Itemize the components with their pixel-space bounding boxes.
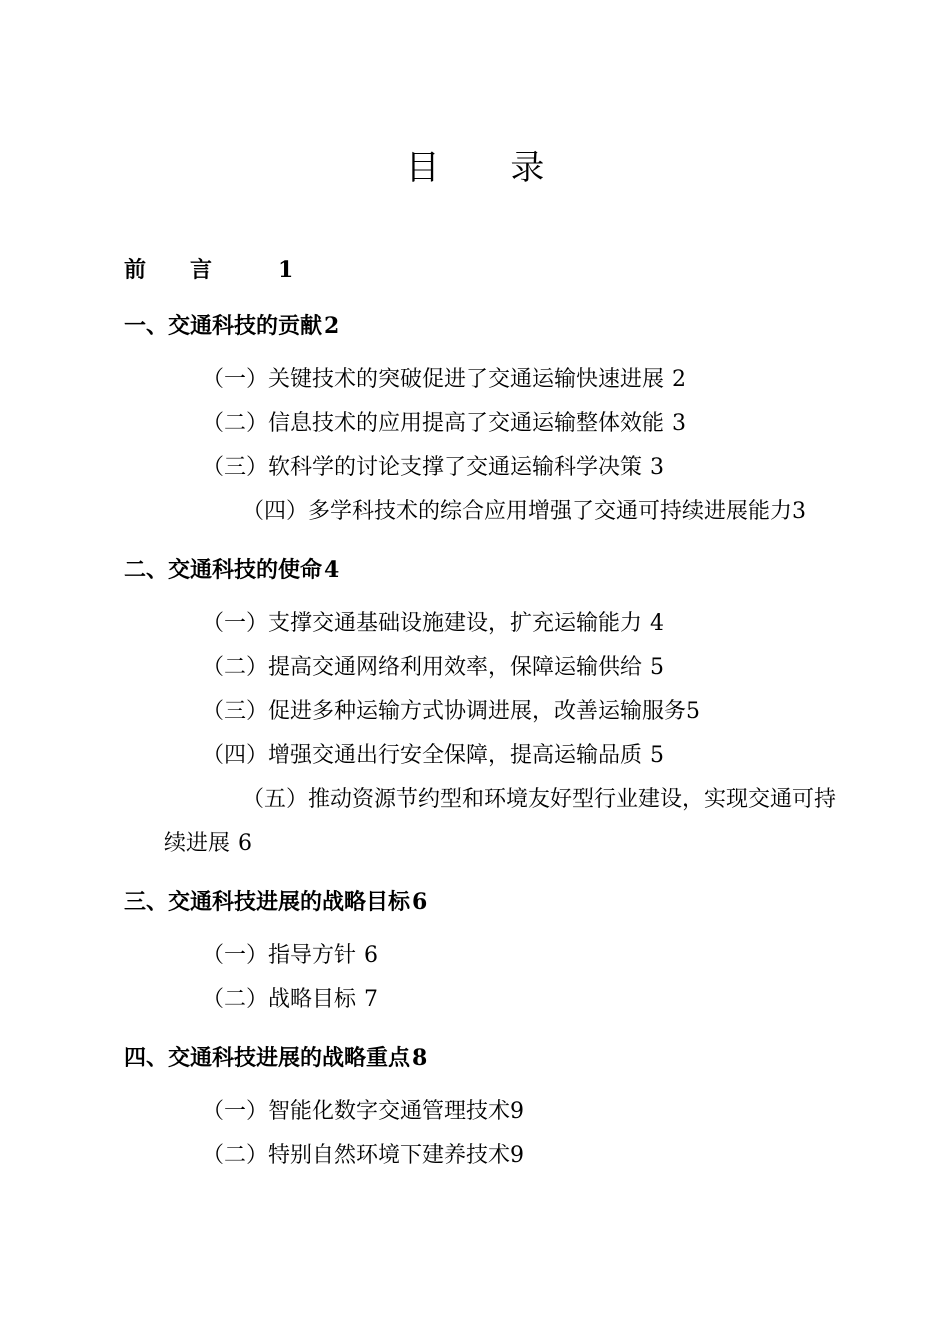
toc-entry-preface[interactable]	[124, 250, 836, 290]
toc-subentry[interactable]	[124, 446, 836, 490]
toc-page-number: 7	[364, 987, 379, 1012]
toc-page-number: 4	[650, 611, 665, 636]
toc-page-number: 5	[650, 743, 665, 768]
toc-section-title: 二、交通科技的使命	[124, 557, 323, 583]
toc-page-number: 8	[412, 1045, 428, 1071]
toc-subentry-text: （一）智能化数字交通管理技术	[202, 1099, 511, 1124]
table-of-contents	[124, 250, 836, 1178]
toc-subentry[interactable]	[124, 602, 836, 646]
toc-page-number: 5	[650, 655, 665, 680]
toc-subentry-text: （二）提高交通网络利用效率，保障运输供给	[202, 655, 643, 680]
toc-page-number: 2	[672, 367, 687, 392]
toc-subentry[interactable]	[124, 1134, 836, 1178]
toc-subentry[interactable]	[124, 490, 836, 534]
toc-subentry-text: （四）增强交通出行安全保障，提高运输品质	[202, 743, 643, 768]
toc-entry-label: 前言	[124, 257, 257, 283]
toc-section-title: 一、交通科技的贡献	[124, 313, 323, 339]
toc-section-title: 四、交通科技进展的战略重点	[124, 1045, 411, 1071]
toc-page-number: 9	[510, 1099, 525, 1124]
toc-page-number: 1	[278, 257, 294, 283]
toc-subentry[interactable]	[124, 1090, 836, 1134]
toc-subentry-text: （一）指导方针	[202, 943, 357, 968]
toc-section-4[interactable]	[124, 1038, 836, 1078]
toc-page-number: 6	[412, 889, 428, 915]
toc-subentry[interactable]	[124, 358, 836, 402]
toc-page-number: 5	[686, 699, 701, 724]
toc-subentry[interactable]	[124, 778, 836, 866]
toc-subentry-text: （一）支撑交通基础设施建设，扩充运输能力	[202, 611, 643, 636]
toc-page-number: 3	[672, 411, 687, 436]
toc-section-3[interactable]	[124, 882, 836, 922]
toc-subentry-text: （二）战略目标	[202, 987, 357, 1012]
toc-page-number: 6	[238, 831, 253, 856]
toc-section-1[interactable]	[124, 306, 836, 346]
toc-subentry[interactable]	[124, 978, 836, 1022]
toc-subentry-text: （五）推动资源节约型和环境友好型行业建设，实现交通可持续进展	[164, 787, 837, 856]
toc-subentry[interactable]	[124, 690, 836, 734]
toc-page-number: 4	[324, 557, 340, 583]
page-title: 目 录	[405, 148, 575, 188]
toc-subentry-text: （三）软科学的讨论支撑了交通运输科学决策	[202, 455, 643, 480]
toc-subentry-text: （二）信息技术的应用提高了交通运输整体效能	[202, 411, 665, 436]
toc-page-number: 3	[650, 455, 665, 480]
toc-subentry-text: （三）促进多种运输方式协调进展，改善运输服务	[202, 699, 687, 724]
toc-page-number: 3	[792, 499, 807, 524]
toc-subentry[interactable]	[124, 402, 836, 446]
toc-page-number: 6	[364, 943, 379, 968]
toc-page-number: 2	[324, 313, 340, 339]
toc-section-2[interactable]	[124, 550, 836, 590]
toc-subentry[interactable]	[124, 646, 836, 690]
toc-subentry[interactable]	[124, 734, 836, 778]
toc-subentry-text: （四）多学科技术的综合应用增强了交通可持续进展能力	[242, 499, 793, 524]
toc-subentry-text: （一）关键技术的突破促进了交通运输快速进展	[202, 367, 665, 392]
toc-subentry-text: （二）特别自然环境下建养技术	[202, 1143, 511, 1168]
toc-subentry[interactable]	[124, 934, 836, 978]
toc-section-title: 三、交通科技进展的战略目标	[124, 889, 411, 915]
toc-page-number: 9	[510, 1143, 525, 1168]
